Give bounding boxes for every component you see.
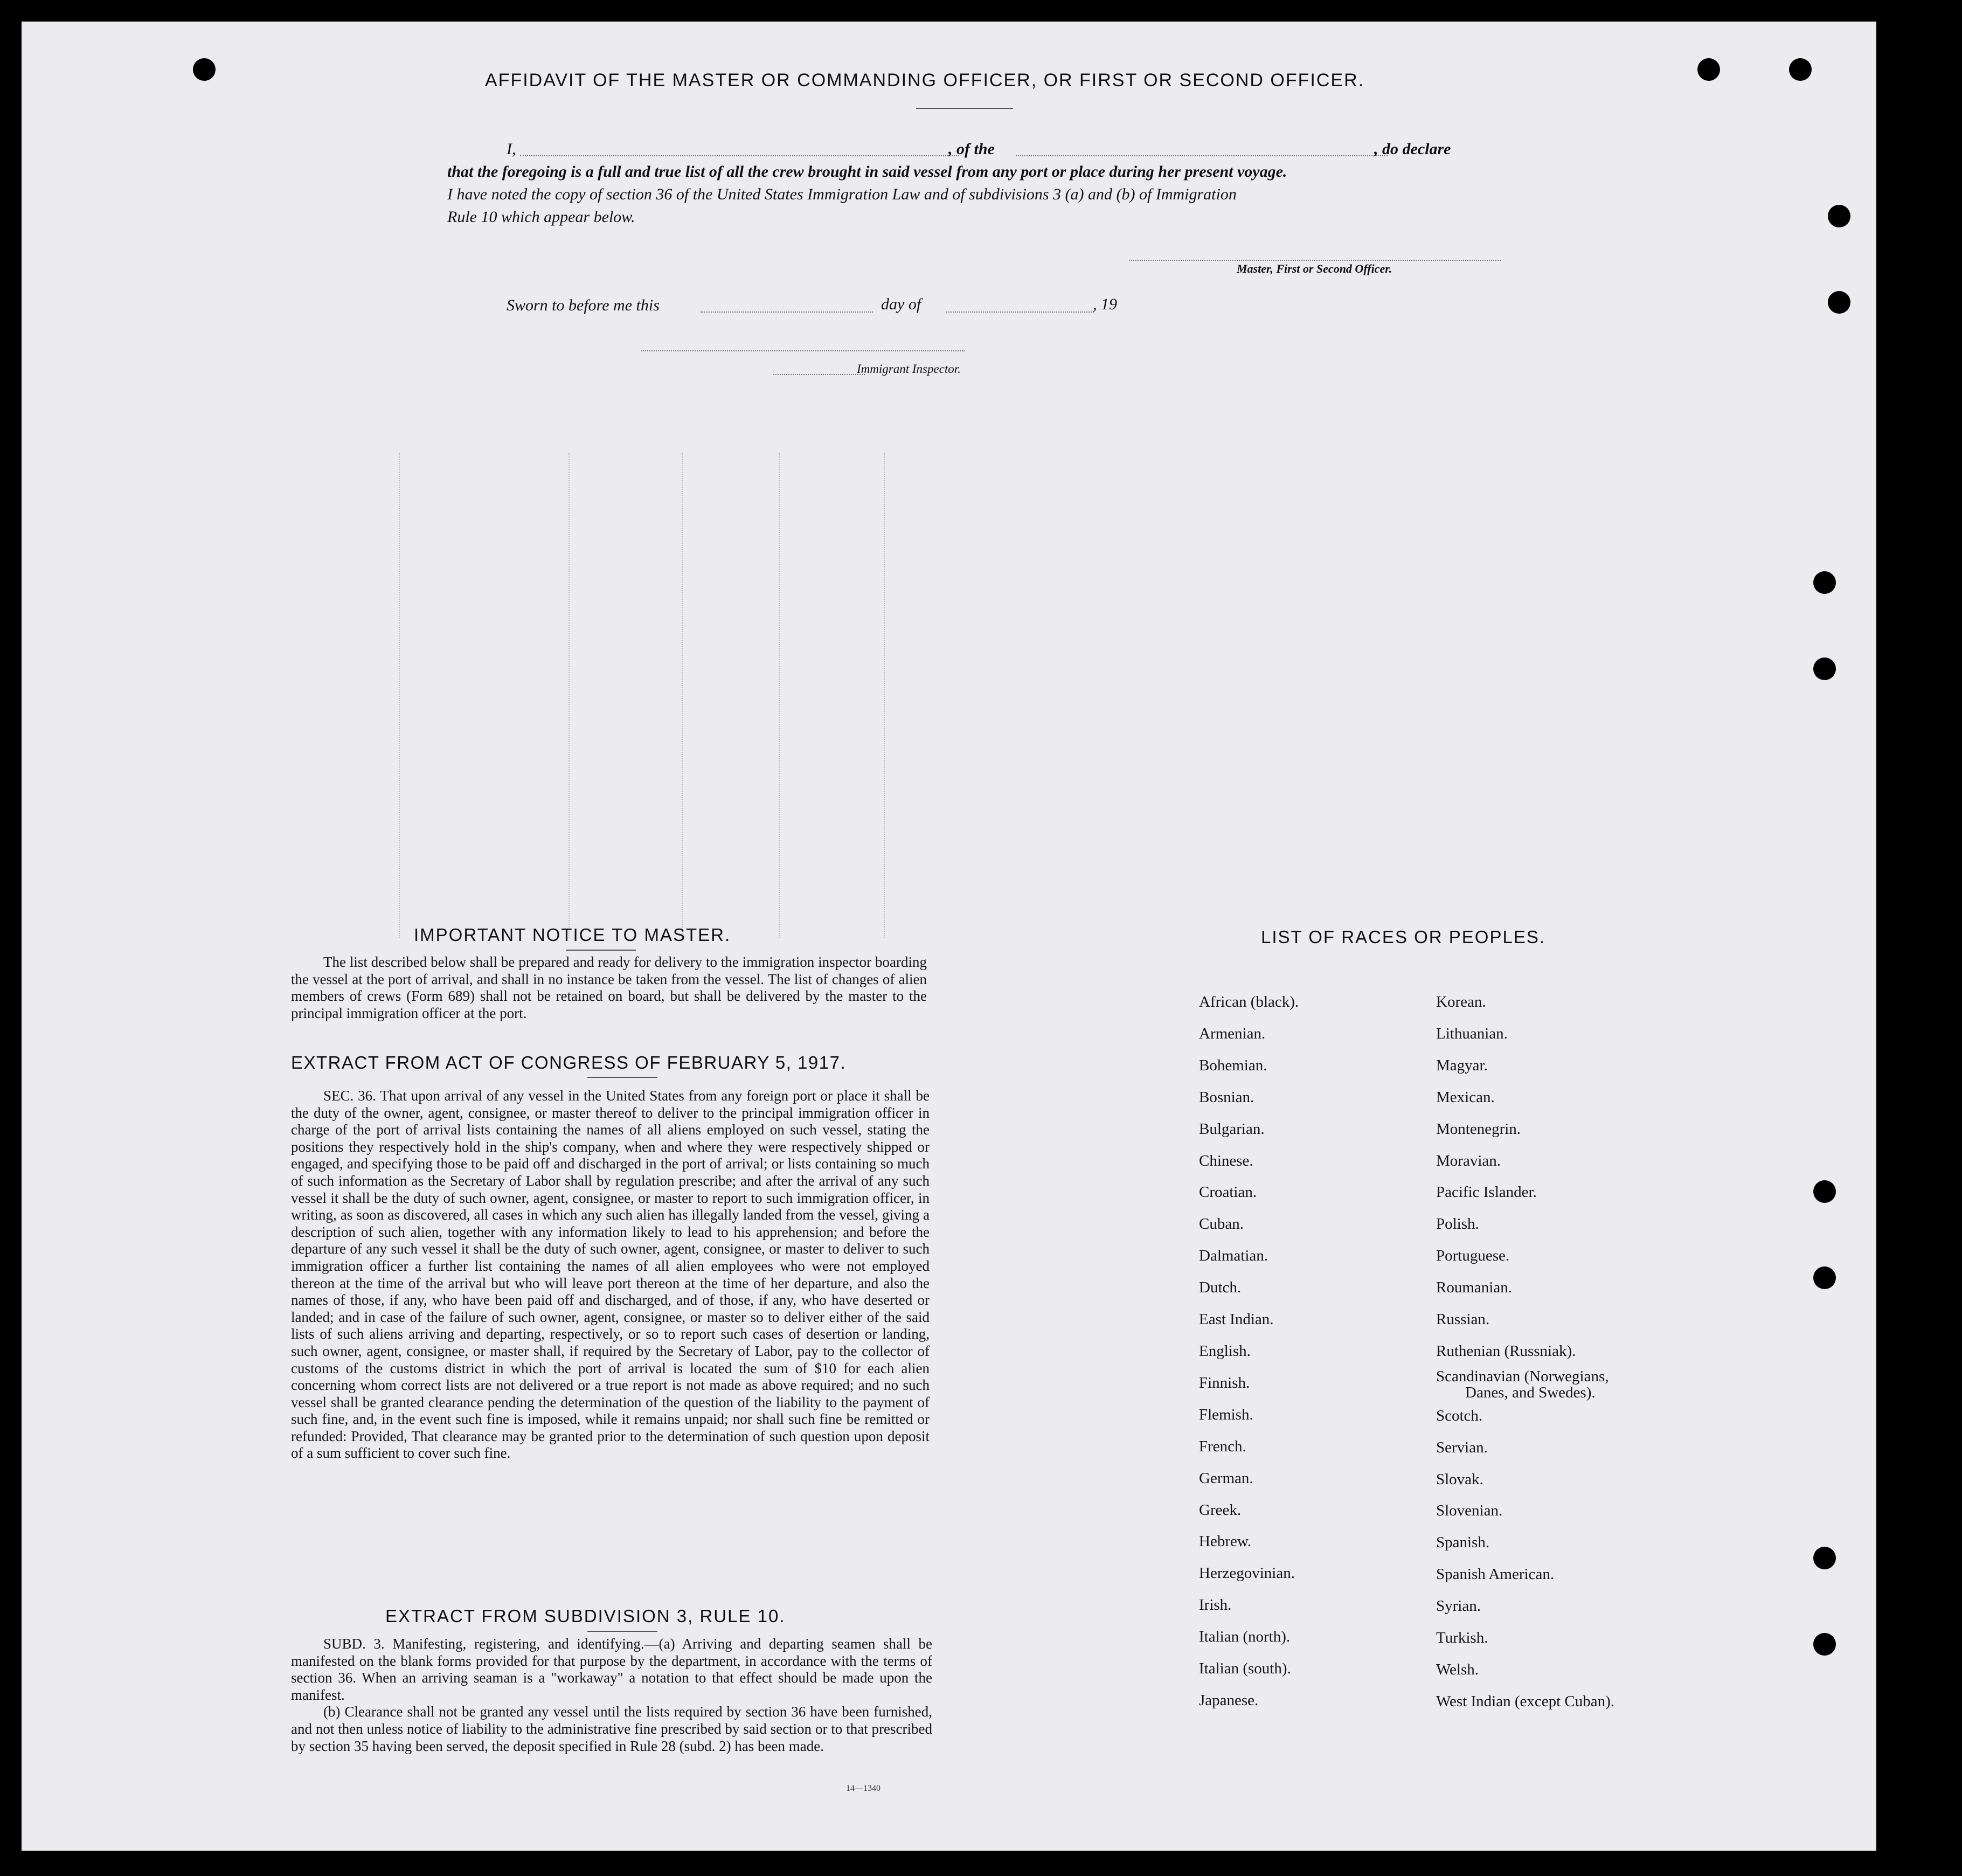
rule-title: EXTRACT FROM SUBDIVISION 3, RULE 10. <box>385 1606 786 1626</box>
race-item: Ruthenian (Russniak). <box>1436 1342 1576 1360</box>
punch-hole <box>193 58 216 81</box>
race-item: Croatian. <box>1199 1183 1257 1201</box>
name-blank[interactable] <box>520 155 959 156</box>
month-blank[interactable] <box>946 311 1094 313</box>
race-item: Bosnian. <box>1199 1088 1254 1106</box>
races-right-column <box>1436 986 1614 1718</box>
race-item: English. <box>1199 1342 1251 1360</box>
punch-hole <box>1697 58 1720 81</box>
race-item: Pacific Islander. <box>1436 1183 1537 1201</box>
notice-text: The list described below shall be prepared and ready for delivery to the immigration inspector boarding the vessel at the port of arrival, and shall in no instance be taken from the vessel. The list of changes of alien members of crews (Form 689) shall not be retained on board, but shall be delivered by the master to the principal immigration officer at the port. <box>291 954 927 1021</box>
race-item: Turkish. <box>1436 1629 1488 1647</box>
bleed-rule <box>399 453 400 938</box>
punch-hole <box>1813 571 1836 594</box>
race-item: Magyar. <box>1436 1056 1488 1074</box>
race-item: Russian. <box>1436 1311 1490 1328</box>
race-item: Mexican. <box>1436 1088 1495 1106</box>
race-item <box>1436 1367 1614 1400</box>
race-item: Hebrew. <box>1199 1533 1252 1550</box>
rule-text <box>291 1636 932 1755</box>
race-item-scandinavian-cont: Danes, and Swedes). <box>1465 1383 1596 1401</box>
race-item: French. <box>1199 1437 1246 1455</box>
race-item: Cuban. <box>1199 1215 1244 1233</box>
race-item: Dalmatian. <box>1199 1247 1268 1265</box>
bleed-rule <box>779 453 780 938</box>
race-item: Spanish. <box>1436 1534 1490 1552</box>
races-left-column <box>1199 986 1299 1716</box>
act-text: SEC. 36. That upon arrival of any vessel in the United States from any foreign port or place it shall be the duty of the owner, agent, consignee, or master thereof to deliver to the principal immigration officer in charge of the port of arrival lists containing the names of all aliens employed on such vessel, stating the positions they respectively hold in the ship's company, when and where they were respectively shipped or engaged, and specifying those to be paid off and discharged in the port of arrival; or lists containing so much of such information as the Secretary of Labor shall by regulation prescribe; and after the arrival of any such vessel it shall be the duty of such owner, agent, consignee, or master to report to such immigration officer, in writing, as soon as discovered, all cases in which any such alien has illegally landed from the vessel, giving a description of such alien, together with any information likely to lead to his apprehension; and before the departure of any such vessel it shall be the duty of such owner, agent, consignee, or master to deliver to such immigration officer a further list containing the names of all alien employees who were not employed thereon at the time of the arrival but who will leave port thereon at the time of her departure, and also the names of those, if any, who have been paid off and discharged, and of those, if any, who have deserted or landed; and in case of the failure of such owner, agent, consignee, or master so to deliver either of the said lists of such aliens arriving and departing, respectively, or so to report such cases of desertion or landing, such owner, agent, consignee, or master shall, if required by the Secretary of Labor, pay to the collector of customs of the customs district in which the port of arrival is located the sum of $10 for each alien concerning whom correct lists are not delivered or a true report is not made as above required; and no such vessel shall be granted clearance pending the determination of the question of the liability to the payment of such fine, and, in the event such fine is imposed, while it remains unpaid; nor shall such fine be remitted or refunded: Provided, That clearance may be granted prior to the determination of such question upon deposit of a sum sufficient to cover such fine. <box>291 1088 930 1462</box>
rule-para-b: (b) Clearance shall not be granted any vessel until the lists required by section 36 have been furnished, and not then unless notice of liability to the administrative fine prescribed by said section or to that prescribed by section 35 having been served, the deposit specified in Rule 28 (subd. 2) has been made. <box>291 1704 932 1754</box>
punch-hole <box>1813 1633 1836 1656</box>
act-rule <box>587 1077 657 1078</box>
race-item: Slovak. <box>1436 1470 1483 1488</box>
punch-hole <box>1813 1547 1836 1569</box>
affidavit-of-the: , of the <box>948 140 995 158</box>
affidavit-do-declare: , do declare <box>1374 140 1451 158</box>
notice-title: IMPORTANT NOTICE TO MASTER. <box>414 925 731 945</box>
race-item: Moravian. <box>1436 1152 1501 1169</box>
race-item: Polish. <box>1436 1215 1479 1233</box>
affidavit-line3: I have noted the copy of section 36 of the United States Immigration Law and of subdivisions 3 (a) and (b) of Immigration <box>447 185 1237 203</box>
inspector-blank-2[interactable] <box>773 374 865 375</box>
race-item: West Indian (except Cuban). <box>1436 1692 1615 1710</box>
sworn-label: Sworn to before me this <box>507 296 660 314</box>
race-item: Armenian. <box>1199 1024 1266 1042</box>
race-item: Finnish. <box>1199 1374 1250 1392</box>
punch-hole <box>1789 58 1812 81</box>
race-item: Korean. <box>1436 993 1486 1010</box>
rule-para-a: SUBD. 3. Manifesting, registering, and identifying.—(a) Arriving and departing seamen shall be manifested on the blank forms provided for that purpose by the department, in accordance with the terms of section 36. When an arriving seaman is a "workaway" a notation to that effect should be made upon the manifest. <box>291 1636 932 1703</box>
race-item: Lithuanian. <box>1436 1024 1508 1042</box>
affidavit-line2: that the foregoing is a full and true list of all the crew brought in said vessel from any port or place during her present voyage. <box>447 163 1287 181</box>
races-title: LIST OF RACES OR PEOPLES. <box>1261 927 1546 947</box>
affidavit-i: I, <box>507 140 516 158</box>
rule-rule <box>587 1631 657 1632</box>
document-page <box>22 22 1876 1851</box>
race-item-scandinavian: Scandinavian (Norwegians, <box>1436 1367 1609 1385</box>
race-item: East Indian. <box>1199 1311 1274 1328</box>
scan-border <box>1881 0 1962 1876</box>
race-item: Herzegovinian. <box>1199 1565 1295 1582</box>
year-label: , 19 <box>1093 295 1117 313</box>
punch-hole <box>1813 1266 1836 1289</box>
punch-hole <box>1813 1180 1836 1203</box>
race-item: Italian (north). <box>1199 1628 1291 1646</box>
race-item: Chinese. <box>1199 1152 1253 1169</box>
notice-rule <box>566 950 636 951</box>
race-item: Welsh. <box>1436 1661 1479 1679</box>
bleed-rule <box>569 453 570 938</box>
inspector-blank-1[interactable] <box>641 350 965 351</box>
race-item: Servian. <box>1436 1438 1488 1456</box>
signature-label: Master, First or Second Officer. <box>1237 262 1392 275</box>
race-item: Bohemian. <box>1199 1056 1267 1074</box>
race-item: Montenegrin. <box>1436 1120 1521 1138</box>
race-item: Japanese. <box>1199 1691 1259 1709</box>
race-item: Portuguese. <box>1436 1247 1510 1265</box>
race-item: Flemish. <box>1199 1406 1253 1423</box>
race-item: Irish. <box>1199 1596 1232 1614</box>
race-item: Spanish American. <box>1436 1566 1555 1583</box>
race-item: Bulgarian. <box>1199 1120 1265 1138</box>
punch-hole <box>1828 205 1850 227</box>
punch-hole <box>1813 657 1836 680</box>
title-rule <box>916 108 1013 109</box>
vessel-blank[interactable] <box>1016 155 1388 156</box>
race-item: Greek. <box>1199 1501 1242 1519</box>
form-number: 14—1340 <box>846 1784 881 1793</box>
day-of-label: day of <box>881 295 921 313</box>
act-title: EXTRACT FROM ACT OF CONGRESS OF FEBRUARY 5, 1917. <box>291 1053 847 1072</box>
signature-blank[interactable] <box>1129 260 1501 261</box>
race-item: Italian (south). <box>1199 1660 1291 1678</box>
affidavit-line4: Rule 10 which appear below. <box>447 208 635 226</box>
affidavit-title: AFFIDAVIT OF THE MASTER OR COMMANDING OFFICER, OR FIRST OR SECOND OFFICER. <box>485 70 1365 91</box>
race-item: Scotch. <box>1436 1407 1483 1424</box>
bleed-rule <box>884 453 885 938</box>
day-blank[interactable] <box>701 311 873 313</box>
race-item: African (black). <box>1199 993 1299 1010</box>
race-item: Dutch. <box>1199 1279 1242 1297</box>
race-item: Slovenian. <box>1436 1502 1503 1520</box>
race-item: German. <box>1199 1469 1253 1487</box>
race-item: Roumanian. <box>1436 1279 1512 1297</box>
race-item: Syrian. <box>1436 1597 1481 1615</box>
inspector-label: Immigrant Inspector. <box>857 362 961 376</box>
bleed-rule <box>682 453 683 938</box>
punch-hole <box>1828 291 1850 314</box>
